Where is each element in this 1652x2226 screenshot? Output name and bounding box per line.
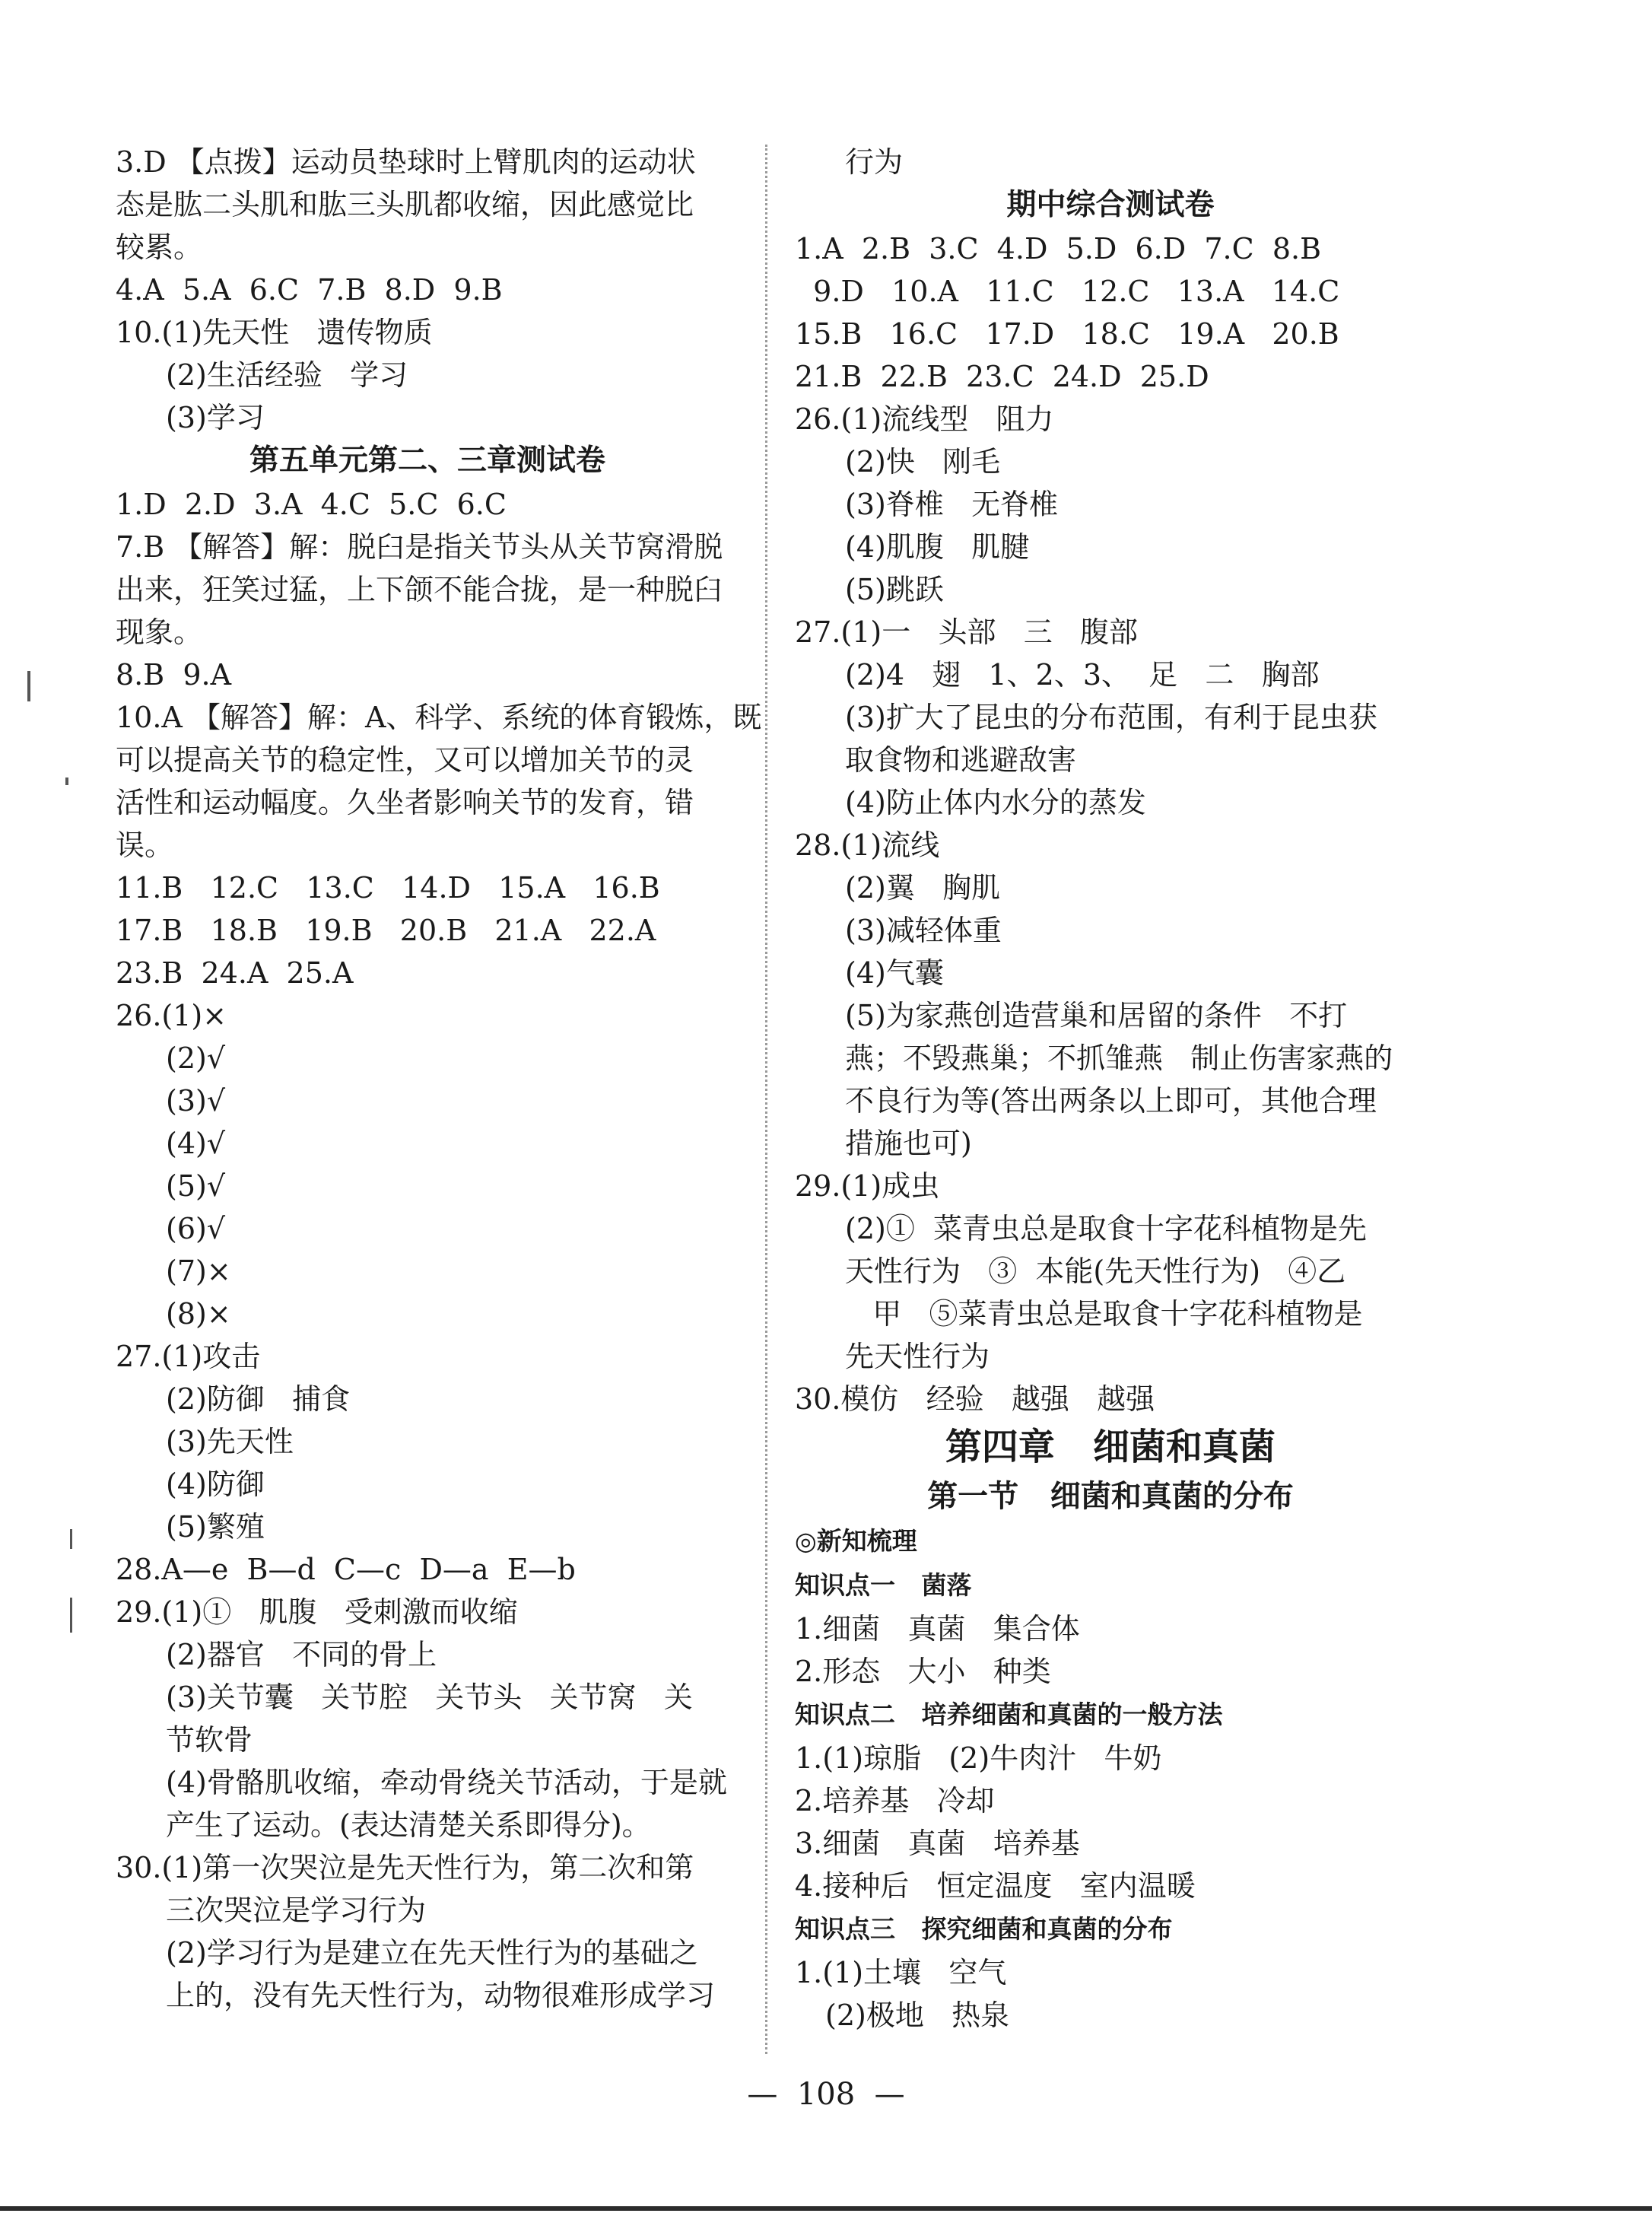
text-line-indented: (2)极地 热泉 <box>825 1999 1010 2032</box>
text-line: 4.A 5.A 6.C 7.B 8.D 9.B <box>116 273 503 307</box>
text-line: 可以提高关节的稳定性，又可以增加关节的灵 <box>116 743 694 777</box>
page-number: — 108 — <box>747 2077 905 2112</box>
scan-speck <box>70 1598 72 1633</box>
text-line-indented: (2)翼 胸肌 <box>845 871 1001 905</box>
left-column <box>116 141 762 2017</box>
text-line-indented: (6)√ <box>166 1212 226 1245</box>
text-line-indented: (2)防御 捕食 <box>166 1382 351 1416</box>
text-line-indented: (3)减轻体重 <box>845 914 1002 947</box>
scan-speck <box>70 1529 72 1549</box>
text-line: 8.B 9.A <box>116 658 232 692</box>
text-line: 30.(1)第一次哭泣是先天性行为，第二次和第 <box>116 1851 694 1884</box>
knowledge-subheading: ◎新知梳理 <box>795 1526 917 1556</box>
text-line-indented: (3)先天性 <box>166 1425 294 1458</box>
text-line-indented: 措施也可) <box>845 1127 972 1160</box>
scan-speck <box>65 778 68 785</box>
text-line: 态是肱二头肌和肱三头肌都收缩，因此感觉比 <box>116 188 694 221</box>
text-line-indented: (2)学习行为是建立在先天性行为的基础之 <box>166 1936 698 1970</box>
text-line: 9.D 10.A 11.C 12.C 13.A 14.C <box>795 275 1340 308</box>
knowledge-subheading: 知识点一 菌落 <box>795 1570 972 1600</box>
text-line-indented: 行为 <box>845 145 904 179</box>
text-line: 出来，狂笑过猛，上下颌不能合拢，是一种脱臼 <box>116 573 723 606</box>
text-line-indented: (2)生活经验 学习 <box>166 358 408 392</box>
text-line: 1.细菌 真菌 集合体 <box>795 1612 1080 1646</box>
text-line: 3.细菌 真菌 培养基 <box>795 1827 1080 1860</box>
text-line-indented: (3)扩大了昆虫的分布范围，有利于昆虫获 <box>845 701 1377 734</box>
text-line: 现象。 <box>116 615 203 649</box>
text-line-indented: (2)① 菜青虫总是取食十字花科植物是先 <box>845 1212 1367 1245</box>
text-line: 29.(1)① 肌腹 受刺激而收缩 <box>116 1595 518 1629</box>
text-line-indented: 三次哭泣是学习行为 <box>166 1894 427 1927</box>
text-line: 29.(1)成虫 <box>795 1169 940 1203</box>
text-line: 28.A—e B—d C—c D—a E—b <box>116 1553 576 1586</box>
text-line-indented: (4)防止体内水分的蒸发 <box>845 786 1146 819</box>
text-line: 1.A 2.B 3.C 4.D 5.D 6.D 7.C 8.B <box>795 232 1321 266</box>
text-line-indented: (5)√ <box>166 1169 226 1203</box>
text-line: 26.(1)流线型 阻力 <box>795 402 1054 436</box>
section-title: 第一节 细菌和真菌的分布 <box>927 1479 1294 1514</box>
text-line-indented: 产生了运动。(表达清楚关系即得分)。 <box>166 1808 651 1842</box>
text-line: 3.D 【点拨】运动员垫球时上臂肌肉的运动状 <box>116 145 696 179</box>
text-line-indented: 节软骨 <box>166 1723 253 1757</box>
text-line-indented: (5)跳跃 <box>845 573 944 606</box>
bottom-rule <box>0 2206 1652 2211</box>
text-line: 23.B 24.A 25.A <box>116 956 354 990</box>
text-line-indented: 天性行为 ③ 本能(先天性行为) ④乙 <box>845 1255 1346 1288</box>
text-line: 27.(1)攻击 <box>116 1340 261 1373</box>
text-line: 10.A 【解答】解：A、科学、系统的体育锻炼，既 <box>116 701 762 734</box>
text-line-indented: (7)× <box>166 1255 231 1288</box>
text-line: 26.(1)× <box>116 999 227 1032</box>
text-line-indented: (3)脊椎 无脊椎 <box>845 488 1059 521</box>
text-line-indented: (4)√ <box>166 1127 226 1160</box>
knowledge-subheading: 知识点二 培养细菌和真菌的一般方法 <box>795 1700 1223 1729</box>
text-line: 17.B 18.B 19.B 20.B 21.A 22.A <box>116 914 656 947</box>
test-heading: 第五单元第二、三章测试卷 <box>249 444 605 478</box>
text-line: 1.(1)琼脂 (2)牛肉汁 牛奶 <box>795 1741 1162 1775</box>
text-line-indented: (2)快 刚毛 <box>845 445 1001 479</box>
text-line: 1.(1)土壤 空气 <box>795 1956 1007 1989</box>
text-line: 28.(1)流线 <box>795 828 940 862</box>
text-line: 30.模仿 经验 越强 越强 <box>795 1382 1155 1416</box>
text-line-indented: (2)4 翅 1、2、3、 足 二 胸部 <box>845 658 1320 692</box>
text-line: 较累。 <box>116 231 203 264</box>
text-line-indented: (4)气囊 <box>845 956 944 990</box>
text-line: 误。 <box>116 828 174 862</box>
text-line: 4.接种后 恒定温度 室内温暖 <box>795 1869 1196 1903</box>
text-line-indented: (2)器官 不同的骨上 <box>166 1638 437 1671</box>
text-line: 15.B 16.C 17.D 18.C 19.A 20.B <box>795 317 1339 351</box>
knowledge-subheading: 知识点三 探究细菌和真菌的分布 <box>795 1914 1173 1944</box>
text-line-indented: 取食物和逃避敌害 <box>845 743 1077 777</box>
text-line: 10.(1)先天性 遗传物质 <box>116 316 433 349</box>
text-line: 27.(1)一 头部 三 腹部 <box>795 615 1138 649</box>
column-divider <box>765 145 767 2054</box>
text-line-indented: (8)× <box>166 1297 231 1331</box>
text-line-indented: (4)骨骼肌收缩，牵动骨绕关节活动，于是就 <box>166 1766 727 1799</box>
text-line-indented: (4)防御 <box>166 1468 265 1501</box>
text-line-indented: (3)关节囊 关节腔 关节头 关节窝 关 <box>166 1681 693 1714</box>
text-line: 1.D 2.D 3.A 4.C 5.C 6.C <box>116 488 507 521</box>
text-line-indented: 燕；不毁燕巢；不抓雏燕 制止伤害家燕的 <box>845 1041 1393 1075</box>
text-line-indented: (5)繁殖 <box>166 1510 265 1544</box>
test-heading: 期中综合测试卷 <box>1006 188 1215 222</box>
text-line-indented: 上的，没有先天性行为，动物很难形成学习 <box>166 1979 716 2012</box>
text-line-indented: (3)学习 <box>166 401 265 434</box>
text-line-indented: 甲 ⑤菜青虫总是取食十字花科植物是 <box>845 1297 1363 1331</box>
text-line-indented: (5)为家燕创造营巢和居留的条件 不打 <box>845 999 1348 1032</box>
text-line-indented: 不良行为等(答出两条以上即可，其他合理 <box>845 1084 1377 1118</box>
text-line: 2.形态 大小 种类 <box>795 1655 1051 1688</box>
text-line: 7.B 【解答】解：脱臼是指关节头从关节窝滑脱 <box>116 530 723 564</box>
chapter-title: 第四章 细菌和真菌 <box>945 1426 1276 1468</box>
right-column <box>795 141 1426 2037</box>
text-line-indented: (3)√ <box>166 1084 226 1118</box>
text-line: 活性和运动幅度。久坐者影响关节的发育，错 <box>116 786 694 819</box>
text-line: 2.培养基 冷却 <box>795 1784 995 1817</box>
text-line: 21.B 22.B 23.C 24.D 25.D <box>795 360 1209 393</box>
scan-speck <box>27 671 30 701</box>
text-line-indented: (4)肌腹 肌腱 <box>845 530 1030 564</box>
text-line-indented: (2)√ <box>166 1041 226 1075</box>
text-line-indented: 先天性行为 <box>845 1340 990 1373</box>
text-line: 11.B 12.C 13.C 14.D 15.A 16.B <box>116 871 660 905</box>
